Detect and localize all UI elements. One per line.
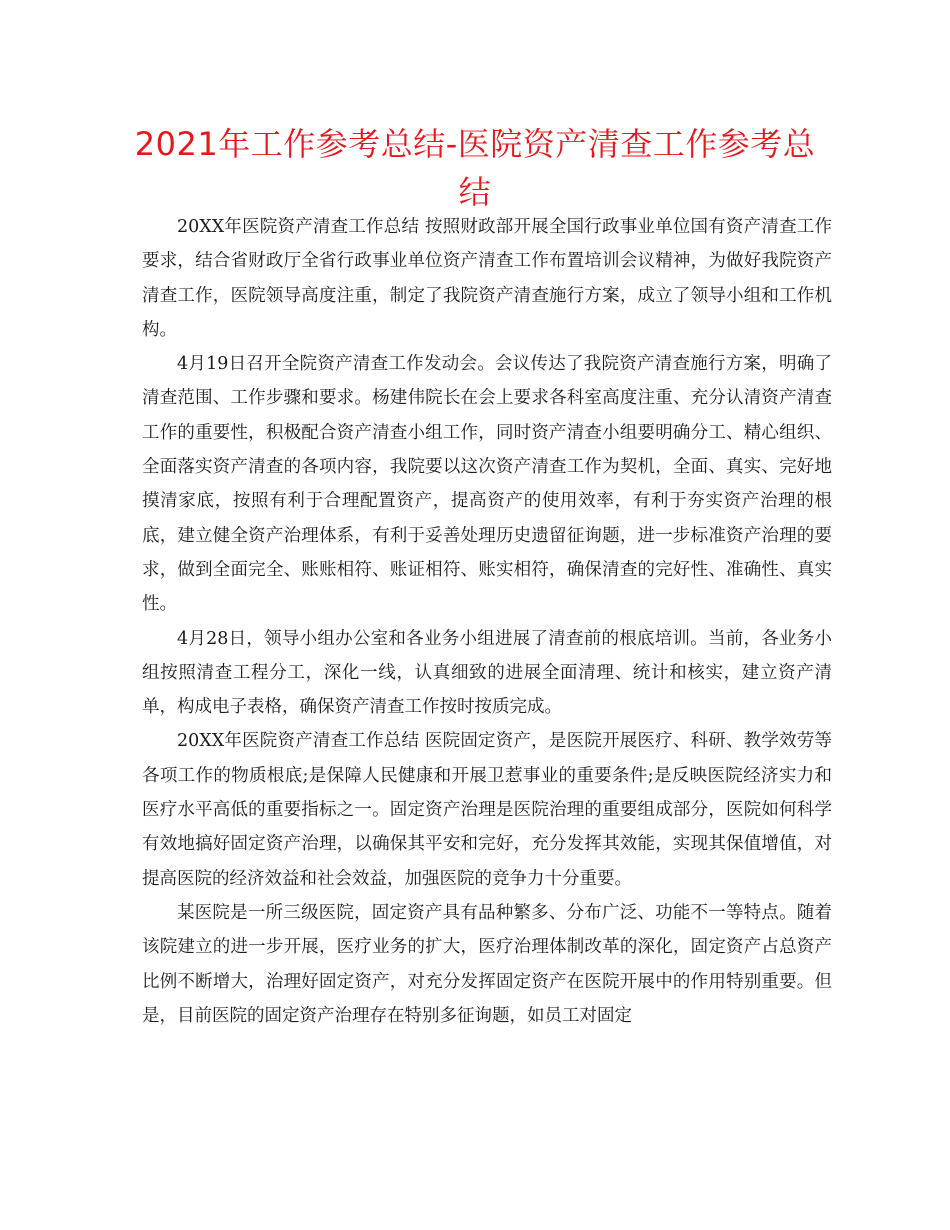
paragraph: 某医院是一所三级医院，固定资产具有品种繁多、分布广泛、功能不一等特点。随着该院建立的进一步开展，医疗业务的扩大，医疗治理体制改革的深化，固定资产占总资产比例不断增大，治理好固定资产，对充分发挥固定资产在医院开展中的作用特别重要。但是，目前医院的固定资产治理存在特别多征询题，如员工对固定 [142, 902, 832, 1026]
paragraph: 20XX年医院资产清查工作总结 按照财政部开展全国行政事业单位国有资产清查工作要求，结合省财政厅全省行政事业单位资产清查工作布置培训会议精神，为做好我院资产清查工作，医院领导高度注重，制定了我院资产清查施行方案，成立了领导小组和工作机构。 [142, 217, 832, 340]
paragraph: 4月28日，领导小组办公室和各业务小组进展了清查前的根底培训。当前，各业务小组按照清查工程分工，深化一线，认真细致的进展全面清理、统计和核实，建立资产清单，构成电子表格，确保资产清查工作按时按质完成。 [142, 628, 832, 718]
document-title: 2021年工作参考总结-医院资产清查工作参考总结 [134, 125, 816, 211]
paragraph: 4月19日召开全院资产清查工作发动会。会议传达了我院资产清查施行方案，明确了清查范围、工作步骤和要求。杨建伟院长在会上要求各科室高度注重、充分认清资产清查工作的重要性，积极配合资产清查小组工作，同时资产清查小组要明确分工、精心组织、全面落实资产清查的各项内容，我院要以这次资产清查工作为契机，全面、真实、完好地摸清家底，按照有利于合理配置资产，提高资产的使用效率，有利于夯实资产治理的根底，建立健全资产治理体系，有利于妥善处理历史遗留征询题，进一步标准资产治理的要求，做到全面完全、账账相符、账证相符、账实相符，确保清查的完好性、准确性、真实性。 [142, 354, 832, 615]
paragraph: 20XX年医院资产清查工作总结 医院固定资产，是医院开展医疗、科研、教学效劳等各项工作的物质根底;是保障人民健康和开展卫惹事业的重要条件;是反映医院经济实力和医疗水平高低的重要指标之一。固定资产治理是医院治理的重要组成部分，医院如何科学有效地搞好固定资产治理，以确保其平安和完好，充分发挥其效能，实现其保值增值，对提高医院的经济效益和社会效益，加强医院的竞争力十分重要。 [142, 731, 832, 889]
document-body [142, 210, 832, 1033]
